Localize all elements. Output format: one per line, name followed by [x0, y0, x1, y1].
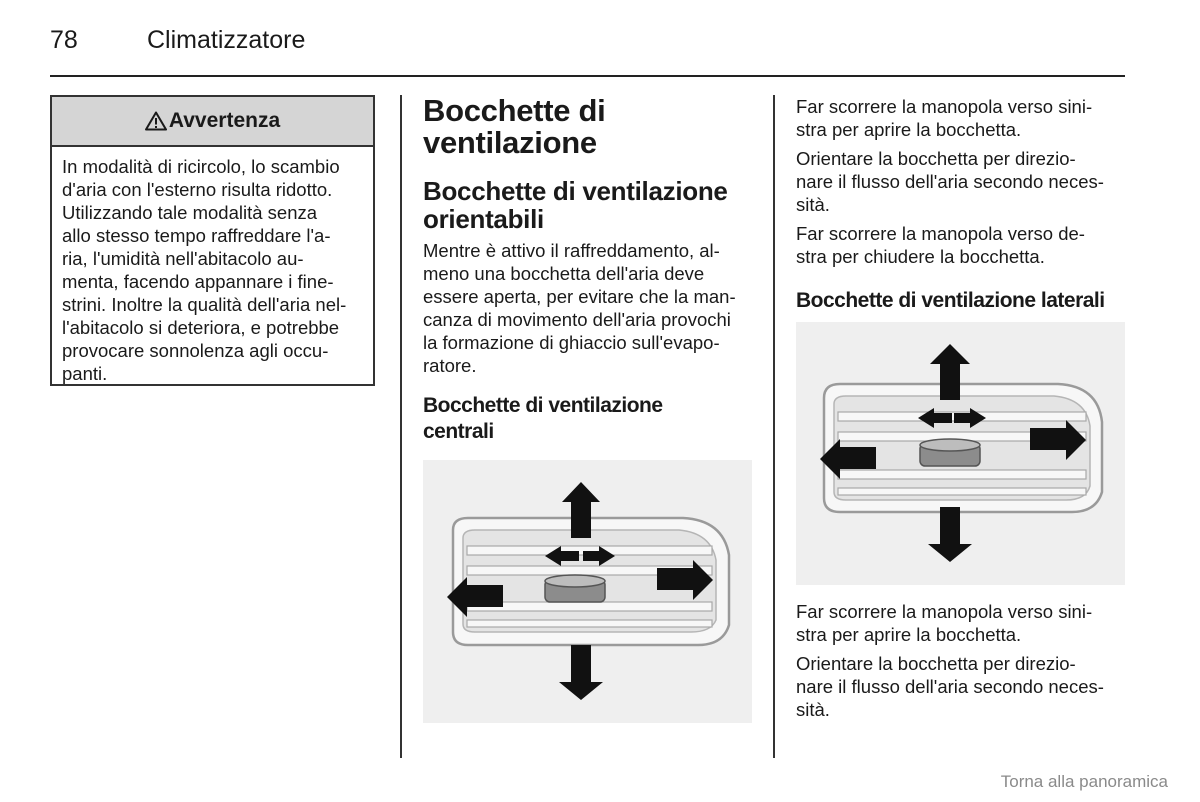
header-rule [50, 75, 1125, 77]
text-line: sità. [796, 194, 830, 215]
middle-column [423, 95, 753, 445]
arrow-down-icon [928, 507, 972, 562]
text-line: stra per aprire la bocchetta. [796, 119, 1022, 140]
text-line: provocare sonnolenza agli occu- [62, 340, 329, 361]
back-to-overview-link[interactable]: Torna alla panoramica [1000, 772, 1168, 791]
text-line: menta, facendo appannare i fine- [62, 271, 334, 292]
right-column-lower [796, 600, 1126, 721]
text-line: sità. [796, 699, 830, 720]
text-line: d'aria con l'esterno risulta ridotto. [62, 179, 333, 200]
text-line: Utilizzando tale modalità senza [62, 202, 318, 223]
vent-knob [545, 575, 605, 602]
text-line: essere aperta, per evitare che la man- [423, 286, 736, 307]
page-number: 78 [50, 26, 78, 54]
text-line: nare il flusso dell'aria secondo neces- [796, 171, 1104, 192]
text-line: stra per aprire la bocchetta. [796, 624, 1022, 645]
paragraph [796, 95, 1126, 141]
text-line: strini. Inoltre la qualità dell'aria nel- [62, 294, 347, 315]
text-line: Far scorrere la manopola verso de- [796, 223, 1085, 244]
section-subtitle [423, 177, 753, 233]
text-line: Far scorrere la manopola verso sini- [796, 601, 1093, 622]
text-line: canza di movimento dell'aria provochi [423, 309, 731, 330]
subtitle-line: orientabili [423, 204, 544, 234]
column-divider [400, 95, 402, 758]
warning-box [50, 95, 375, 386]
title-line: ventilazione [423, 125, 597, 160]
chapter-title: Climatizzatore [147, 26, 306, 54]
text-line: l'abitacolo si deteriora, e potrebbe [62, 317, 340, 338]
lateral-vent-illustration [796, 322, 1125, 585]
warning-triangle-icon [145, 111, 167, 131]
title-line: Bocchette di [423, 93, 606, 128]
text-line: ratore. [423, 355, 477, 376]
text-line: panti. [62, 363, 108, 384]
text-line: In modalità di ricircolo, lo scambio [62, 156, 340, 177]
text-line: ria, l'umidità nell'abitacolo au- [62, 248, 304, 269]
intro-paragraph [423, 239, 753, 377]
vent-illustration [423, 460, 752, 723]
paragraph [796, 222, 1126, 268]
central-vents-heading [423, 393, 753, 445]
vent-knob [920, 439, 980, 466]
text-line: Orientare la bocchetta per direzio- [796, 653, 1076, 674]
text-line: Far scorrere la manopola verso sini- [796, 96, 1093, 117]
heading-line: Bocchette di ventilazione [423, 394, 663, 417]
paragraph [796, 147, 1126, 216]
text-line: la formazione di ghiaccio sull'evapo- [423, 332, 720, 353]
paragraph [796, 600, 1126, 646]
lateral-vents-heading: Bocchette di ventilazione laterali [796, 289, 1105, 312]
subtitle-line: Bocchette di ventilazione [423, 176, 728, 206]
text-line: Mentre è attivo il raffreddamento, al- [423, 240, 720, 261]
arrow-down-icon [559, 645, 603, 700]
section-title [423, 95, 753, 159]
text-line: allo stesso tempo raffreddare l'a- [62, 225, 331, 246]
paragraph [796, 652, 1126, 721]
heading-line: centrali [423, 420, 494, 443]
text-line: stra per chiudere la bocchetta. [796, 246, 1045, 267]
right-column [796, 95, 1126, 314]
warning-header [52, 97, 373, 147]
warning-title: Avvertenza [168, 109, 281, 132]
warning-text [52, 147, 373, 385]
vent-illustration [796, 322, 1125, 585]
text-line: nare il flusso dell'aria secondo neces- [796, 676, 1104, 697]
text-line: meno una bocchetta dell'aria deve [423, 263, 705, 284]
central-vent-illustration [423, 460, 752, 723]
column-divider [773, 95, 775, 758]
text-line: Orientare la bocchetta per direzio- [796, 148, 1076, 169]
